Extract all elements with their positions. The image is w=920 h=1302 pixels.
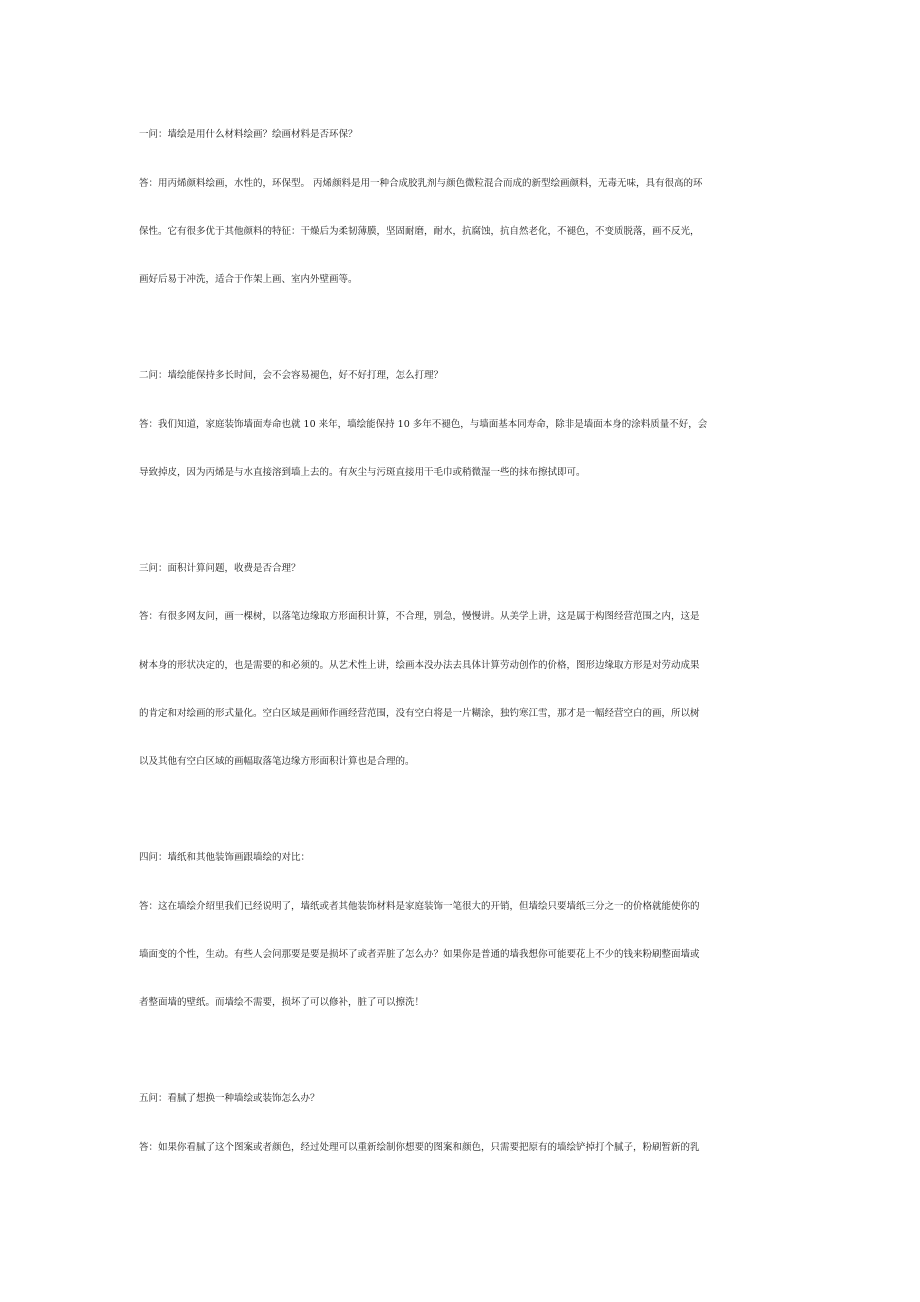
answer-4-line-3: 者整面墙的壁纸。而墙绘不需要，损坏了可以修补，脏了可以擦洗！: [139, 997, 425, 1008]
answer-1-line-3: 画好后易于冲洗，适合于作架上画、室内外壁画等。: [139, 274, 358, 285]
answer-5-line-1: 答：如果你看腻了这个图案或者颜色，经过处理可以重新绘制你想要的图案和颜色，只需要把原有的墙绘铲掉打个腻子，粉刷暂新的乳: [139, 1142, 700, 1153]
question-2: 二问：墙绘能保持多长时间，会不会容易褪色，好不好打理，怎么打理？: [139, 370, 444, 381]
answer-2-line-2: 导致掉皮，因为丙烯是与水直接溶到墙上去的。有灰尘与污斑直接用干毛巾或稍微湿一些的抹布擦拭即可。: [139, 467, 586, 478]
question-1: 一问：墙绘是用什么材料绘画？绘画材料是否环保？: [139, 129, 358, 140]
question-4: 四问：墙纸和其他装饰画跟墙绘的对比：: [139, 852, 311, 863]
answer-4-line-2: 墙面变的个性，生动。有些人会问那要是要是损坏了或者弄脏了怎么办？如果你是普通的墙我想你可能要花上不少的钱来粉刷整面墙或: [139, 949, 700, 960]
answer-3-line-3: 的肯定和对绘画的形式量化。空白区域是画师作画经营范围，没有空白将是一片糊涂，独钓寒江雪，那才是一幅经营空白的画，所以树: [139, 708, 700, 719]
answer-3-line-2: 树本身的形状决定的，也是需要的和必须的。从艺术性上讲，绘画本没办法去具体计算劳动创作的价格，图形边缘取方形是对劳动成果: [139, 660, 700, 671]
question-5: 五问：看腻了想换一种墙绘或装饰怎么办？: [139, 1093, 320, 1104]
answer-2-line-1: 答：我们知道，家庭装饰墙面寿命也就 10 来年，墙绘能保持 10 多年不褪色，与墙面基本同寿命，除非是墙面本身的涂料质量不好，会: [139, 419, 708, 430]
answer-3-line-1: 答：有很多网友问，画一棵树，以落笔边缘取方形面积计算，不合理，别急，慢慢讲。从美学上讲，这是属于构图经营范围之内，这是: [139, 611, 700, 622]
answer-4-line-1: 答：这在墙绘介绍里我们已经说明了，墙纸或者其他装饰材料是家庭装饰一笔很大的开销，但墙绘只要墙纸三分之一的价格就能使你的: [139, 901, 700, 912]
answer-1-line-1: 答：用丙烯颜料绘画，水性的，环保型。 丙烯颜料是用一种合成胶乳剂与颜色微粒混合而成的新型绘画颜料，无毒无味，具有很高的环: [139, 178, 703, 189]
question-3: 三问：面积计算问题，收费是否合理？: [139, 563, 301, 574]
answer-1-line-2: 保性。它有很多优于其他颜料的特征：干燥后为柔韧薄膜，坚固耐磨，耐水，抗腐蚀，抗自然老化，不褪色，不变质脱落，画不反光，: [139, 226, 700, 237]
answer-3-line-4: 以及其他有空白区域的画幅取落笔边缘方形面积计算也是合理的。: [139, 756, 415, 767]
